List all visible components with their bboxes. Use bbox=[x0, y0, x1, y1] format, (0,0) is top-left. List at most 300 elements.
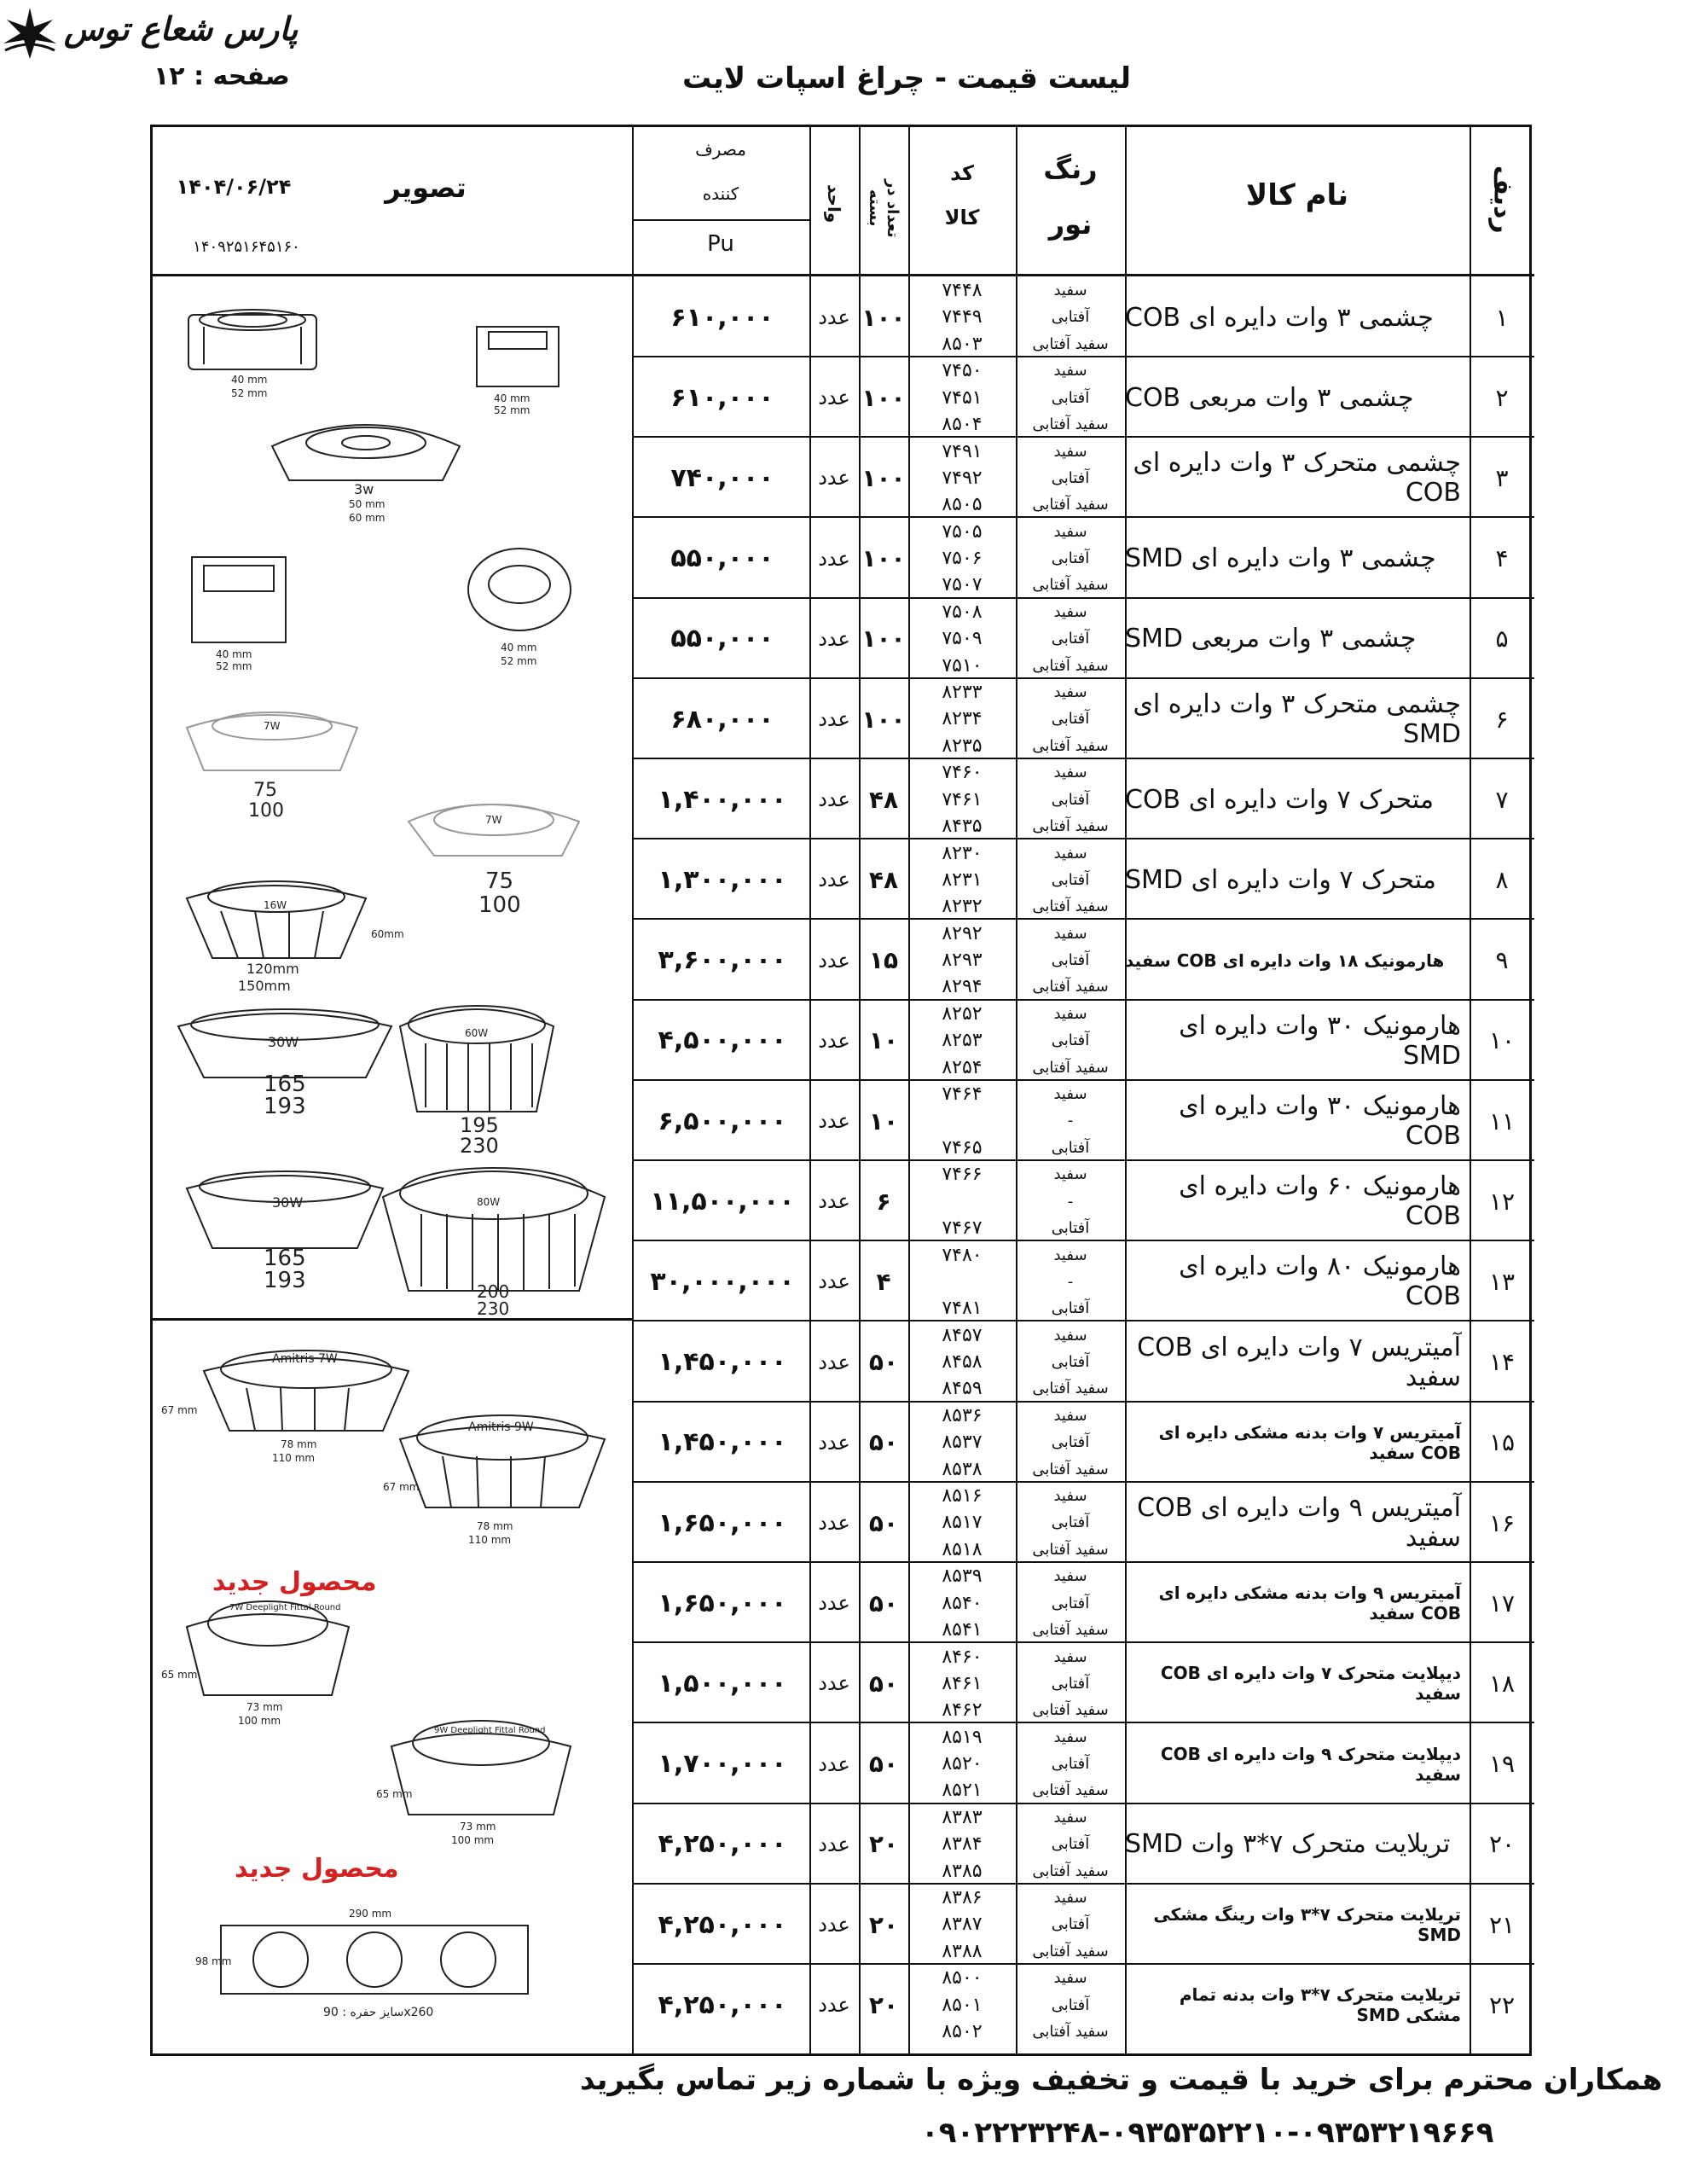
light-color-list bbox=[1016, 1724, 1125, 1804]
product-code: ۸۲۳۲ bbox=[942, 896, 983, 918]
light-color-list bbox=[1016, 1322, 1125, 1403]
consumer-price: ۵۵۰,۰۰۰ bbox=[670, 543, 774, 574]
dim-label: 73 mm bbox=[460, 1821, 496, 1833]
light-color: سفید آفتابی bbox=[1032, 978, 1109, 996]
footer-phone-numbers: ۰۹۰۲۲۲۳۲۴۸-۰۹۳۵۳۵۲۲۱۰-۰۹۳۵۳۲۱۹۶۶۹ bbox=[921, 2116, 1494, 2150]
light-color: سفید آفتابی bbox=[1032, 1862, 1109, 1880]
light-color: آفتابی bbox=[1051, 388, 1090, 407]
star-logo-icon bbox=[0, 4, 60, 64]
consumer-price: ۱,۶۵۰,۰۰۰ bbox=[658, 1507, 787, 1538]
light-color: سفید bbox=[1053, 1647, 1087, 1666]
consumer-price: ۶,۵۰۰,۰۰۰ bbox=[658, 1106, 787, 1136]
light-color: آفتابی bbox=[1051, 1835, 1090, 1854]
light-color-list bbox=[1016, 1161, 1125, 1241]
product-code: ۷۴۶۱ bbox=[942, 788, 983, 810]
product-name: چشمی متحرک ۳ وات دایره ای SMD bbox=[1133, 689, 1461, 749]
dim-label: 30W bbox=[272, 1194, 304, 1211]
product-code: ۸۳۸۴ bbox=[942, 1833, 983, 1856]
pack-quantity: ۱۰۰ bbox=[861, 624, 906, 653]
pack-quantity: ۵۰ bbox=[868, 1348, 899, 1377]
unit: عدد bbox=[818, 626, 850, 651]
unit: عدد bbox=[818, 1109, 850, 1133]
product-name: متحرک ۷ وات دایره ای SMD bbox=[1125, 864, 1436, 895]
pack-quantity: ۱۰۰ bbox=[861, 303, 906, 332]
header-pack-qty: تعداد در بسته bbox=[866, 178, 901, 238]
product-code-list bbox=[908, 1804, 1016, 1885]
row-index: ۷ bbox=[1495, 785, 1509, 814]
product-code: ۷۴۴۸ bbox=[942, 280, 983, 302]
product-name: هارمونیک ۳۰ وات دایره ای COB bbox=[1179, 1091, 1461, 1151]
product-code: ۸۲۳۴ bbox=[942, 708, 983, 730]
product-code: ۷۵۰۵ bbox=[942, 520, 983, 543]
light-color-list bbox=[1016, 357, 1125, 438]
consumer-price: ۴,۵۰۰,۰۰۰ bbox=[658, 1025, 787, 1056]
product-code: ۸۲۵۴ bbox=[942, 1056, 983, 1078]
light-color: سفید آفتابی bbox=[1032, 1380, 1109, 1398]
product-code: ۸۴۶۰ bbox=[942, 1646, 983, 1668]
product-code: ۷۴۵۰ bbox=[942, 360, 983, 382]
dim-label: 9W Deeplight Fittal Round bbox=[434, 1726, 546, 1735]
unit: عدد bbox=[818, 1832, 850, 1856]
product-code-list bbox=[908, 1643, 1016, 1723]
row-index: ۱ bbox=[1495, 303, 1509, 332]
pack-quantity: ۵۰ bbox=[868, 1589, 899, 1618]
price-table bbox=[150, 125, 1532, 2056]
pack-quantity: ۵۰ bbox=[868, 1428, 899, 1457]
product-name: چشمی ۳ وات مربعی COB bbox=[1125, 382, 1414, 413]
dim-label: 98 mm bbox=[195, 1955, 232, 1967]
light-color: آفتابی bbox=[1051, 870, 1090, 889]
product-code: ۸۵۲۱ bbox=[942, 1780, 983, 1802]
light-color: سفید bbox=[1053, 1969, 1087, 1988]
pack-quantity: ۱۰ bbox=[868, 1026, 899, 1055]
dim-label: 40 mm bbox=[501, 642, 537, 653]
product-code: ۸۲۳۵ bbox=[942, 735, 983, 757]
product-code: ۸۳۸۶ bbox=[942, 1887, 983, 1909]
product-images-group-2 bbox=[153, 1320, 632, 2057]
dim-label: 100 bbox=[248, 800, 284, 822]
deeplight-7w-drawing bbox=[187, 1614, 349, 1695]
light-color-list bbox=[1016, 1403, 1125, 1483]
dim-label: 110 mm bbox=[272, 1452, 316, 1464]
product-code: ۷۵۰۶ bbox=[942, 548, 983, 570]
product-name: متحرک ۷ وات دایره ای COB bbox=[1125, 784, 1435, 815]
light-color: آفتابی bbox=[1051, 1433, 1090, 1452]
eye-round-drawing bbox=[188, 315, 316, 369]
product-code: ۸۲۳۱ bbox=[942, 868, 983, 891]
dim-label: 30W bbox=[268, 1034, 299, 1050]
header-unit: واحد bbox=[824, 184, 844, 224]
dim-label: 73 mm bbox=[246, 1701, 283, 1713]
unit: عدد bbox=[818, 1751, 850, 1776]
product-code: ۸۵۴۱ bbox=[942, 1619, 983, 1641]
dim-label: 230 bbox=[460, 1134, 499, 1158]
dim-label: 193 bbox=[264, 1268, 306, 1293]
product-code: ۸۵۱۷ bbox=[942, 1512, 983, 1534]
light-color: آفتابی bbox=[1051, 1995, 1090, 2014]
light-color: سفید bbox=[1053, 1487, 1087, 1506]
product-code: ۷۴۸۰ bbox=[942, 1244, 983, 1266]
product-code: ۸۵۰۱ bbox=[942, 1994, 983, 2016]
unit: عدد bbox=[818, 1671, 850, 1696]
dim-label: 40 mm bbox=[216, 648, 252, 660]
dim-label: 200 bbox=[477, 1281, 510, 1302]
pack-quantity: ۱۰ bbox=[868, 1107, 899, 1136]
product-code: ۸۵۱۹ bbox=[942, 1726, 983, 1748]
product-code: ۸۲۵۲ bbox=[942, 1002, 983, 1025]
dim-label: Amitris 7W bbox=[272, 1352, 338, 1366]
consumer-price: ۶۸۰,۰۰۰ bbox=[670, 704, 774, 735]
pack-quantity: ۱۰۰ bbox=[861, 705, 906, 734]
light-color: آفتابی bbox=[1051, 549, 1090, 568]
light-color-list bbox=[1016, 1081, 1125, 1161]
dim-label: 193 bbox=[264, 1094, 306, 1119]
dim-label: 110 mm bbox=[468, 1534, 512, 1546]
consumer-price: ۳۰,۰۰۰,۰۰۰ bbox=[650, 1266, 795, 1297]
product-name: تریلایت متحرک ۷*۳ وات رینگ مشکی SMD bbox=[1153, 1904, 1461, 1945]
light-color-list bbox=[1016, 277, 1125, 357]
light-color: سفید آفتابی bbox=[1032, 1942, 1109, 1960]
product-code: ۷۵۰۹ bbox=[942, 628, 983, 650]
product-code: ۸۴۶۱ bbox=[942, 1672, 983, 1694]
product-code: ۸۵۳۶ bbox=[942, 1404, 983, 1426]
product-name: آمیتریس ۷ وات بدنه مشکی دایره ای COB سفید bbox=[1158, 1421, 1461, 1463]
brand-logo bbox=[0, 0, 299, 68]
light-color: سفید bbox=[1053, 602, 1087, 621]
product-code: ۸۴۵۷ bbox=[942, 1324, 983, 1346]
light-color: آفتابی bbox=[1051, 1594, 1090, 1612]
product-code: ۸۲۹۳ bbox=[942, 950, 983, 972]
dim-label: 40 mm bbox=[231, 374, 268, 386]
header-product-name: نام کالا bbox=[1245, 178, 1349, 212]
row-index: ۵ bbox=[1495, 624, 1509, 653]
unit: عدد bbox=[818, 1269, 850, 1294]
dim-label: 290 mm bbox=[349, 1908, 392, 1920]
product-code-list bbox=[908, 1965, 1016, 2045]
dim-label: 40 mm bbox=[494, 392, 530, 404]
row-index: ۱۶ bbox=[1488, 1508, 1516, 1537]
pack-quantity: ۱۰۰ bbox=[861, 544, 906, 573]
product-name: چشمی ۳ وات مربعی SMD bbox=[1125, 624, 1417, 654]
consumer-price: ۱,۴۵۰,۰۰۰ bbox=[658, 1347, 787, 1378]
unit: عدد bbox=[818, 948, 850, 973]
product-code-list bbox=[908, 1322, 1016, 1403]
product-code: ۷۴۶۶ bbox=[942, 1164, 983, 1186]
header-code: کد bbox=[950, 161, 974, 185]
dim-label: 65 mm bbox=[161, 1669, 198, 1681]
product-code-list bbox=[908, 1563, 1016, 1643]
dim-label: 195 bbox=[460, 1113, 499, 1137]
consumer-price: ۱,۷۰۰,۰۰۰ bbox=[658, 1749, 787, 1780]
product-code: ۸۳۸۸ bbox=[942, 1940, 983, 1962]
light-color: سفید آفتابی bbox=[1032, 736, 1109, 755]
dim-label: 75 bbox=[485, 868, 514, 894]
unit: عدد bbox=[818, 1350, 850, 1374]
unit: عدد bbox=[818, 1430, 850, 1455]
product-code: ۷۴۸۱ bbox=[942, 1298, 983, 1320]
product-code: ۷۴۶۴ bbox=[942, 1083, 983, 1106]
dim-label: 60W bbox=[465, 1027, 489, 1039]
document-title: لیست قیمت - چراغ اسپات لایت bbox=[682, 61, 1131, 96]
row-index: ۱۹ bbox=[1488, 1750, 1516, 1779]
pack-quantity: ۱۰۰ bbox=[861, 463, 906, 492]
light-color: سفید bbox=[1053, 1326, 1087, 1345]
light-color: آفتابی bbox=[1051, 1915, 1090, 1934]
consumer-price: ۷۴۰,۰۰۰ bbox=[670, 462, 774, 493]
light-color-list bbox=[1016, 839, 1125, 920]
light-color: سفید bbox=[1053, 362, 1087, 380]
light-color: سفید آفتابی bbox=[1032, 334, 1109, 353]
header-index: ردیف bbox=[1487, 166, 1518, 234]
pack-quantity: ۱۰۰ bbox=[861, 383, 906, 412]
consumer-price: ۶۱۰,۰۰۰ bbox=[670, 382, 774, 413]
dim-label: 60 mm bbox=[349, 512, 386, 524]
pack-quantity: ۵۰ bbox=[868, 1750, 899, 1779]
light-color: سفید آفتابی bbox=[1032, 1621, 1109, 1639]
pack-quantity: ۲۰ bbox=[868, 1830, 899, 1859]
movable-7w-drawing-2 bbox=[409, 804, 579, 856]
product-code: ۷۴۵۱ bbox=[942, 386, 983, 409]
product-code: ۸۴۶۲ bbox=[942, 1699, 983, 1722]
product-code: ۷۴۹۱ bbox=[942, 440, 983, 462]
dim-label: 100 mm bbox=[238, 1715, 281, 1727]
product-images-group-1 bbox=[153, 276, 632, 1318]
light-color: آفتابی bbox=[1051, 1299, 1090, 1318]
product-code-list bbox=[908, 1724, 1016, 1804]
deeplight-9w-drawing bbox=[391, 1734, 571, 1815]
light-color: سفید bbox=[1053, 1004, 1087, 1023]
product-code-list bbox=[908, 1001, 1016, 1081]
header-price: مصرف bbox=[695, 139, 746, 160]
product-code: ۷۴۹۲ bbox=[942, 467, 983, 489]
product-code: ۸۳۸۳ bbox=[942, 1806, 983, 1828]
light-color-list bbox=[1016, 1563, 1125, 1643]
light-color: سفید bbox=[1053, 1808, 1087, 1827]
light-color-list bbox=[1016, 1001, 1125, 1081]
row-index: ۱۳ bbox=[1488, 1267, 1516, 1296]
dim-label: 52 mm bbox=[216, 660, 252, 672]
row-index: ۱۴ bbox=[1488, 1348, 1516, 1377]
header-light-color: رنگ bbox=[1043, 153, 1098, 185]
product-code: ۸۵۱۸ bbox=[942, 1538, 983, 1560]
light-color: سفید آفتابی bbox=[1032, 496, 1109, 514]
product-name: تریلایت متحرک ۷*۳ وات بدنه تمام مشکی SMD bbox=[1179, 1984, 1461, 2026]
consumer-price: ۴,۲۵۰,۰۰۰ bbox=[658, 1829, 787, 1860]
pack-quantity: ۴ bbox=[876, 1267, 891, 1296]
dim-label: 120mm bbox=[246, 961, 299, 977]
light-color: سفید آفتابی bbox=[1032, 2023, 1109, 2041]
product-code: ۷۵۱۰ bbox=[942, 654, 983, 677]
light-color: سفید آفتابی bbox=[1032, 897, 1109, 916]
unit: عدد bbox=[818, 1993, 850, 2018]
product-code-list bbox=[908, 1241, 1016, 1321]
dim-label: 65 mm bbox=[376, 1788, 413, 1800]
dim-label: 78 mm bbox=[281, 1438, 317, 1450]
product-name: آمیتریس ۷ وات دایره ای COB سفید bbox=[1137, 1332, 1461, 1392]
row-index: ۱۱ bbox=[1488, 1107, 1516, 1136]
product-name: چشمی متحرک ۳ وات دایره ای COB bbox=[1133, 448, 1461, 508]
header-light-color-2: نور bbox=[1048, 208, 1093, 241]
light-color: آفتابی bbox=[1051, 1138, 1090, 1157]
product-code: ۸۳۸۷ bbox=[942, 1914, 983, 1936]
product-code-list bbox=[908, 679, 1016, 759]
product-name: چشمی ۳ وات دایره ای COB bbox=[1125, 302, 1434, 333]
product-code: ۸۲۳۳ bbox=[942, 682, 983, 704]
light-color-list bbox=[1016, 679, 1125, 759]
light-color: سفید bbox=[1053, 1165, 1087, 1184]
row-index: ۲۱ bbox=[1488, 1910, 1516, 1939]
light-color: سفید bbox=[1053, 1246, 1087, 1264]
product-drawings-1 bbox=[153, 276, 632, 1318]
unit: عدد bbox=[818, 386, 850, 410]
product-code: ۸۲۳۰ bbox=[942, 842, 983, 864]
consumer-price: ۴,۲۵۰,۰۰۰ bbox=[658, 1909, 787, 1940]
unit: عدد bbox=[818, 1028, 850, 1053]
eye-movable-drawing bbox=[272, 425, 460, 480]
consumer-price: ۱,۶۵۰,۰۰۰ bbox=[658, 1588, 787, 1618]
light-color-list bbox=[1016, 1885, 1125, 1965]
new-product-badge: محصول جدید bbox=[212, 1567, 377, 1597]
unit: عدد bbox=[818, 1511, 850, 1535]
light-color: سفید bbox=[1053, 844, 1087, 863]
harmonic-80w-drawing bbox=[383, 1171, 605, 1291]
consumer-price: ۴,۲۵۰,۰۰۰ bbox=[658, 1989, 787, 2020]
product-code-list bbox=[908, 1885, 1016, 1965]
product-code-list bbox=[908, 599, 1016, 679]
light-color: سفید آفتابی bbox=[1032, 1058, 1109, 1077]
dim-label: 3w bbox=[354, 481, 374, 497]
light-color-list bbox=[1016, 1241, 1125, 1321]
row-index: ۱۲ bbox=[1488, 1187, 1516, 1216]
header-price-unit: Pu bbox=[707, 231, 734, 257]
unit: عدد bbox=[818, 305, 850, 329]
product-code: ۸۵۳۷ bbox=[942, 1432, 983, 1454]
product-name: هارمونیک ۶۰ وات دایره ای COB bbox=[1179, 1171, 1461, 1232]
consumer-price: ۵۵۰,۰۰۰ bbox=[670, 624, 774, 654]
light-color-list bbox=[1016, 1804, 1125, 1885]
product-code-list bbox=[908, 839, 1016, 920]
light-color: سفید آفتابی bbox=[1032, 656, 1109, 675]
product-code-list bbox=[908, 1161, 1016, 1241]
product-name: تریلایت متحرک ۷*۳ وات SMD bbox=[1125, 1829, 1451, 1860]
pack-quantity: ۱۵ bbox=[868, 946, 899, 975]
product-code: ۸۵۰۵ bbox=[942, 494, 983, 516]
pack-quantity: ۲۰ bbox=[868, 1990, 899, 2019]
product-name: آمیتریس ۹ وات دایره ای COB سفید bbox=[1137, 1493, 1461, 1553]
product-code: ۸۵۱۶ bbox=[942, 1485, 983, 1507]
eye-round-drawing-2 bbox=[468, 549, 571, 630]
light-color: سفید bbox=[1053, 764, 1087, 782]
light-color-list bbox=[1016, 1643, 1125, 1723]
consumer-price: ۱۱,۵۰۰,۰۰۰ bbox=[650, 1186, 795, 1217]
product-name: هارمونیک ۳۰ وات دایره ای SMD bbox=[1179, 1010, 1461, 1071]
product-code: ۸۴۳۵ bbox=[942, 816, 983, 837]
light-color: آفتابی bbox=[1051, 951, 1090, 970]
consumer-price: ۶۱۰,۰۰۰ bbox=[670, 302, 774, 333]
page-number: صفحه : ۱۲ bbox=[154, 61, 290, 91]
unit: عدد bbox=[818, 787, 850, 812]
light-color-list bbox=[1016, 1965, 1125, 2045]
light-color: آفتابی bbox=[1051, 790, 1090, 809]
dim-label: Amitris 9W bbox=[468, 1420, 534, 1434]
light-color: سفید bbox=[1053, 522, 1087, 541]
light-color-list bbox=[1016, 1483, 1125, 1563]
product-code: ۸۲۵۳ bbox=[942, 1030, 983, 1052]
dim-label: سایز حفره : 90x260 bbox=[323, 2006, 434, 2019]
dim-label: 60mm bbox=[371, 928, 404, 940]
light-color: آفتابی bbox=[1051, 1674, 1090, 1693]
product-name: هارمونیک ۸۰ وات دایره ای COB bbox=[1179, 1252, 1461, 1312]
product-code: ۷۴۶۵ bbox=[942, 1136, 983, 1159]
light-color: آفتابی bbox=[1051, 1513, 1090, 1532]
product-name: آمیتریس ۹ وات بدنه مشکی دایره ای COB سفید bbox=[1158, 1583, 1461, 1624]
light-color: آفتابی bbox=[1051, 630, 1090, 648]
consumer-price: ۱,۴۰۰,۰۰۰ bbox=[658, 784, 787, 815]
row-index: ۱۵ bbox=[1488, 1428, 1516, 1457]
product-code: ۸۵۰۲ bbox=[942, 2021, 983, 2042]
light-color: آفتابی bbox=[1051, 1031, 1090, 1050]
product-code: ۷۴۶۷ bbox=[942, 1217, 983, 1239]
row-index: ۱۸ bbox=[1488, 1669, 1516, 1698]
light-color: سفید آفتابی bbox=[1032, 1701, 1109, 1720]
light-color: آفتابی bbox=[1051, 1219, 1090, 1237]
dim-label: 52 mm bbox=[501, 655, 537, 667]
product-code: ۷۵۰۸ bbox=[942, 601, 983, 623]
light-color: - bbox=[1067, 1112, 1074, 1130]
row-index: ۲۰ bbox=[1488, 1830, 1516, 1859]
product-drawings-2 bbox=[153, 1320, 632, 2057]
product-code: ۸۵۳۹ bbox=[942, 1565, 983, 1588]
light-color-list bbox=[1016, 599, 1125, 679]
pack-quantity: ۵۰ bbox=[868, 1669, 899, 1698]
product-code: ۸۳۸۵ bbox=[942, 1860, 983, 1882]
light-color-list bbox=[1016, 438, 1125, 518]
product-name: چشمی ۳ وات دایره ای SMD bbox=[1125, 543, 1436, 574]
header-image: تصویر bbox=[385, 171, 467, 204]
light-color-list bbox=[1016, 519, 1125, 599]
light-color: سفید آفتابی bbox=[1032, 1781, 1109, 1800]
light-color: سفید bbox=[1053, 1085, 1087, 1104]
pack-quantity: ۴۸ bbox=[868, 785, 899, 814]
product-code: ۸۴۵۹ bbox=[942, 1378, 983, 1400]
unit: عدد bbox=[818, 868, 850, 892]
product-code-list bbox=[908, 438, 1016, 518]
dim-label: 52 mm bbox=[494, 404, 530, 416]
row-index: ۱۷ bbox=[1488, 1589, 1516, 1618]
pack-quantity: ۲۰ bbox=[868, 1910, 899, 1939]
light-color: آفتابی bbox=[1051, 308, 1090, 327]
light-color: سفید آفتابی bbox=[1032, 1460, 1109, 1478]
light-color: سفید bbox=[1053, 1728, 1087, 1746]
light-color: سفید bbox=[1053, 1567, 1087, 1586]
product-code-list bbox=[908, 277, 1016, 357]
product-code-list bbox=[908, 357, 1016, 438]
row-index: ۲ bbox=[1495, 383, 1509, 412]
row-index: ۹ bbox=[1495, 946, 1509, 975]
row-index: ۶ bbox=[1495, 705, 1509, 734]
dim-label: 7W bbox=[264, 720, 281, 732]
product-code-list bbox=[908, 519, 1016, 599]
product-code: ۷۴۶۰ bbox=[942, 762, 983, 784]
unit: عدد bbox=[818, 707, 850, 731]
dim-label: 16W bbox=[264, 899, 287, 911]
product-code-list bbox=[908, 1403, 1016, 1483]
product-code: ۸۵۰۴ bbox=[942, 414, 983, 435]
header-code-2: کالا bbox=[944, 206, 980, 229]
dim-label: 80W bbox=[477, 1196, 501, 1208]
product-code: ۸۲۹۲ bbox=[942, 922, 983, 944]
light-color-list bbox=[1016, 759, 1125, 839]
